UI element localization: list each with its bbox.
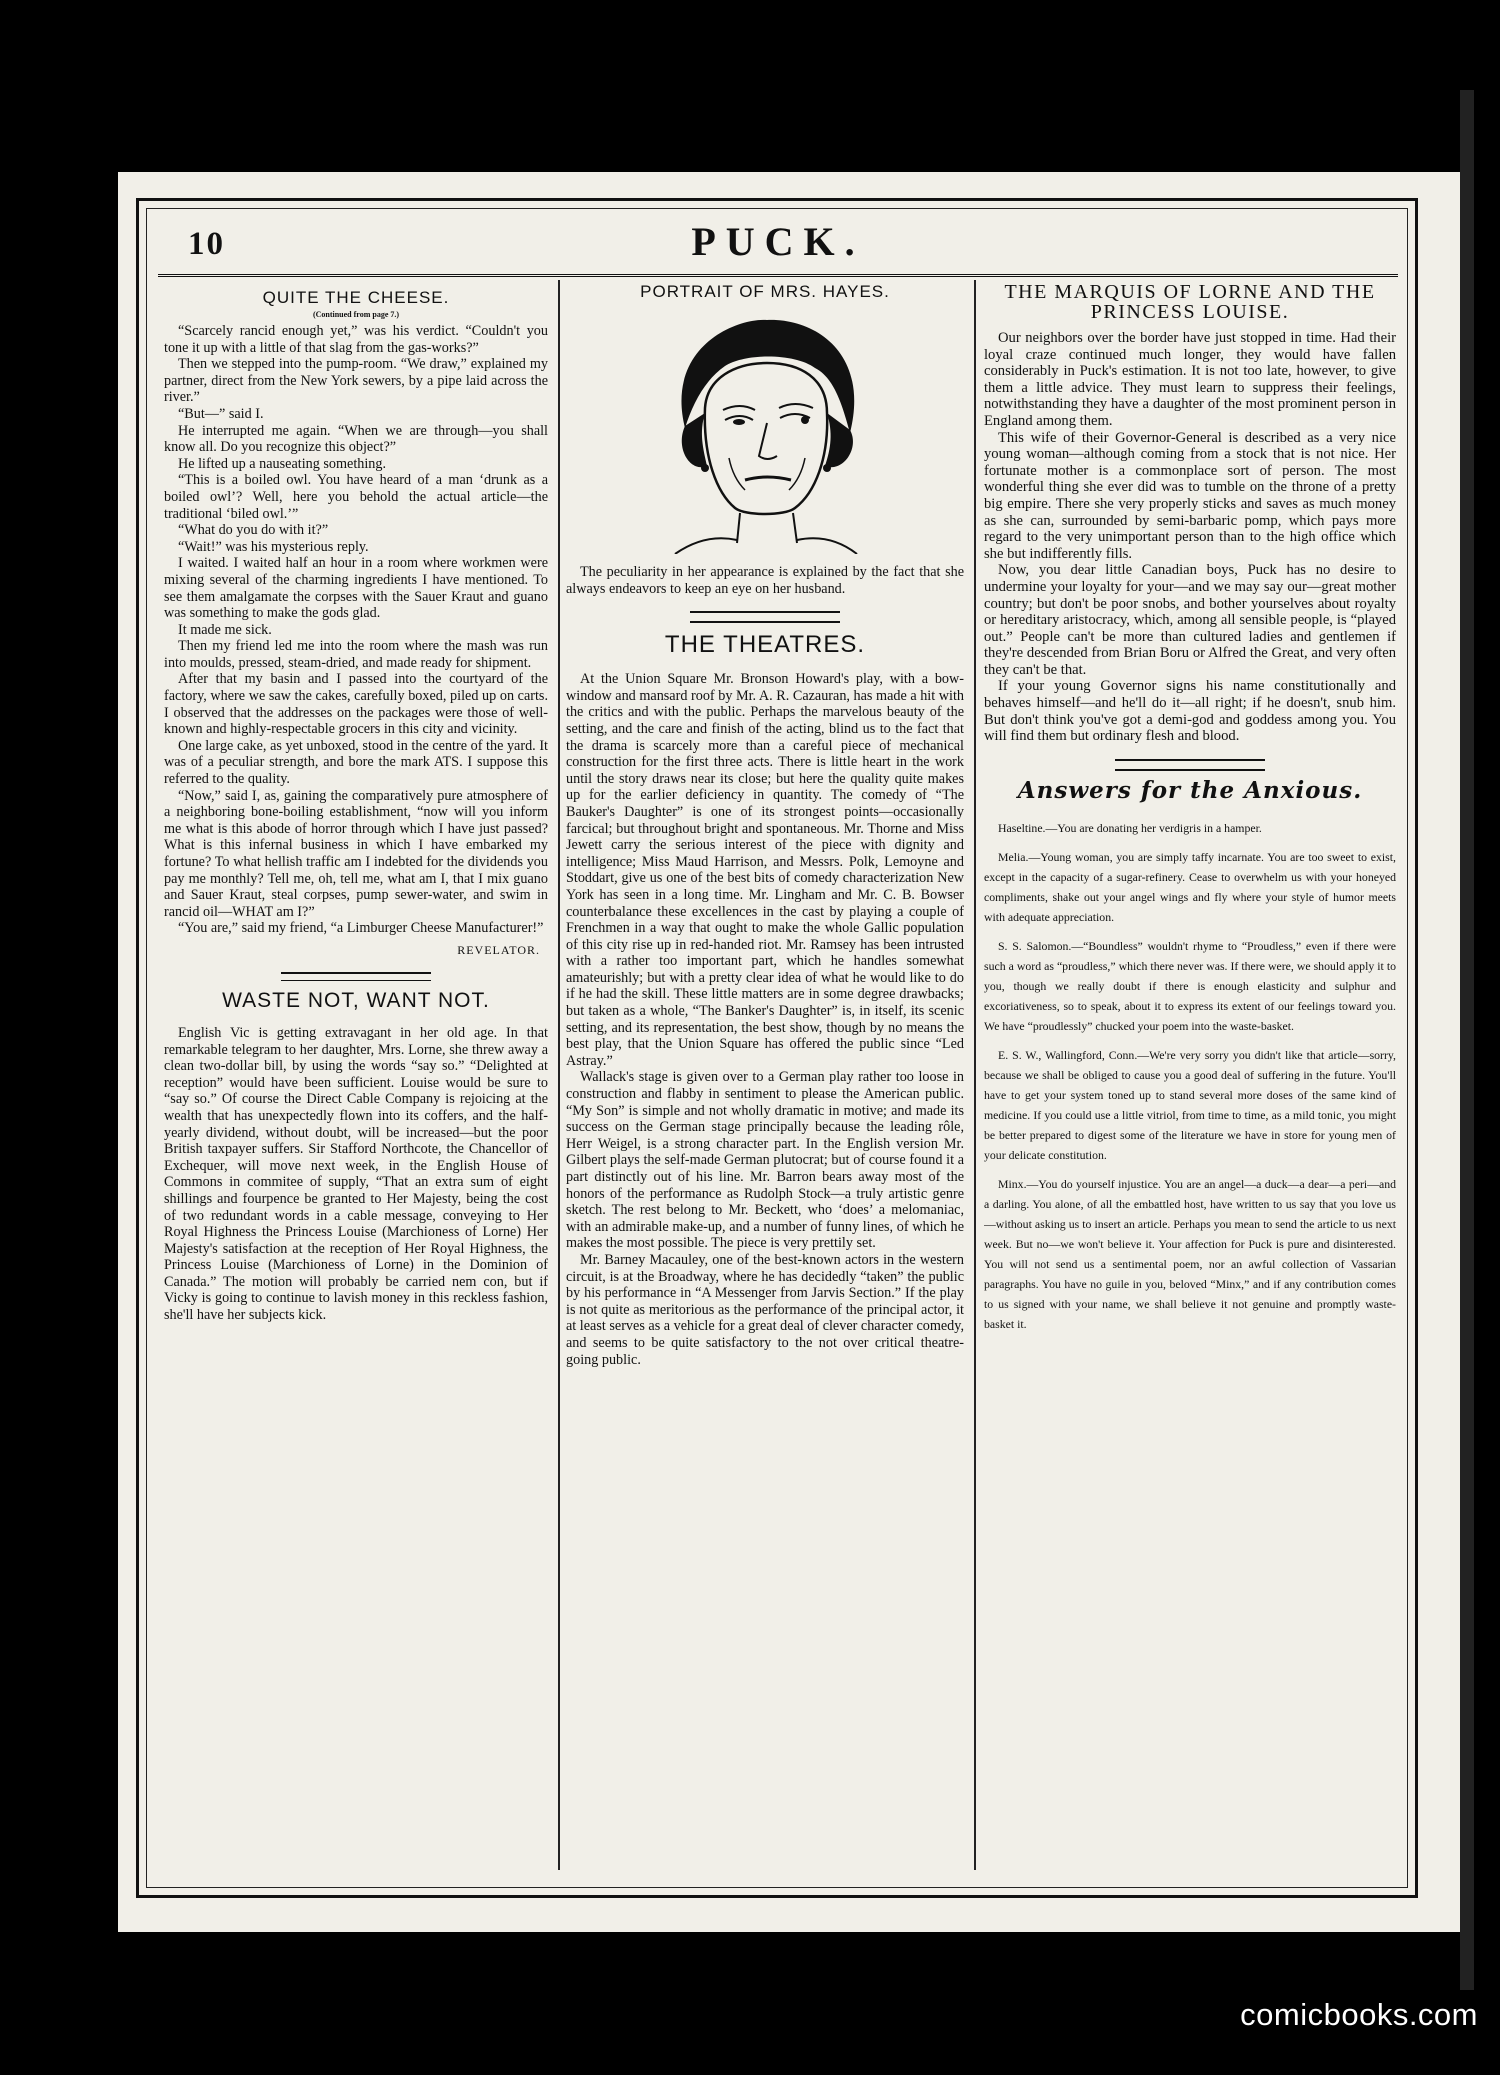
paragraph: “Wait!” was his mysterious reply. bbox=[178, 538, 369, 555]
paragraph: Wallack's stage is given over to a German play rather too loose in construction and flabby in sentiment to please the American public. “My Son” is simple and not wholly dramatic in motive; and made its success on the German stage principally because the leading rôle, Herr Weigel, is a strong character part. In the English version Mr. Gilbert plays the self-made German plutocrat; but of course found it a part distinctly out of his line. Mr. Barron bears away most of the honors of the performance as Rudolph Stock—a truly artistic genre sketch. The rest belong to Mr. Beckett, who ‘does’ a melomaniac, with an admirable make-up, and a number of funny lines, of which he makes the most possible. The piece is very prettily set. bbox=[566, 1069, 964, 1252]
paragraph: Then we stepped into the pump-room. “We draw,” explained my partner, direct from the New York sewers, by a pipe laid across the river.” bbox=[164, 356, 548, 406]
page-number: 10 bbox=[188, 226, 225, 262]
article-title: WASTE NOT, WANT NOT. bbox=[222, 988, 490, 1012]
signature: REVELATOR. bbox=[457, 942, 540, 957]
paragraph: He interrupted me again. “When we are through—you shall know all. Do you recognize this object?” bbox=[164, 422, 548, 456]
paragraph: “But—” said I. bbox=[178, 405, 264, 422]
paragraph: I waited. I waited half an hour in a room where workmen were mixing several of the charming ingredients I have mentioned. To see them amalgamate the corpses with the Sauer Kraut and guano was something to make the gods glad. bbox=[164, 555, 548, 622]
paragraph: “What do you do with it?” bbox=[178, 522, 329, 539]
answer-item: Minx.—You do yourself injustice. You are an angel—a duck—a dear—a peri—and a darling. You alone, of all the embattled host, have written to us say that you love us—without asking us to insert an article. Perhaps you mean to send the article to us next week. But no—we won't believe it. Your affection for Puck is pure and disinterested. You will not send us a sentimental poem, nor an awful collection of Vassarian paragraphs. You have no guile in you, beloved “Minx,” and if any contribution comes to us signed with your name, we shall believe it not genuine and promptly waste-basket it. bbox=[984, 1176, 1396, 1331]
answer-item: Melia.—Young woman, you are simply taffy incarnate. You are too sweet to exist, except in the capacity of a sugar-refinery. Cease to overwhelm us with your honeyed compliments, shake out your angel wings and fly where your style of humor meets with adequate appreciation. bbox=[984, 849, 1396, 924]
column-middle bbox=[566, 280, 964, 1870]
paragraph: Now, you dear little Canadian boys, Puck has no desire to undermine your loyalty for your—and we may say our—great mother country; but don't be poor snobs, and bother yourselves about royalty or hereditary aristocracy, which, among all sensible people, is “played out.” People can't be more than cultured ladies and gentlemen if they're descended from Brian Boru or Alfred the Great, and very often they can't be that. bbox=[984, 562, 1396, 678]
article-title: Answers for the Anxious. bbox=[1017, 776, 1363, 804]
paragraph: It made me sick. bbox=[178, 621, 272, 638]
article-title: THE MARQUIS OF LORNE AND THE PRINCESS LOUISE. bbox=[1004, 281, 1376, 323]
answer-item: Haseltine.—You are donating her verdigris in a hamper. bbox=[998, 820, 1262, 835]
answer-item: E. S. W., Wallingford, Conn.—We're very sorry you didn't like that article—sorry, because we shall be obliged to cause you a good deal of suffering in the future. You'll have to get your system toned up to stand several more doses of the same kind of medicine. If you could use a little vitriol, from time to time, as a mild tonic, you might be better prepared to digest some of the literature we have in store for young men of your delicate constitution. bbox=[984, 1047, 1396, 1162]
paragraph: Mr. Barney Macauley, one of the best-known actors in the western circuit, is at the Broadway, where he has decidedly “taken” the public by his performance in “A Messenger from Jarvis Section.” If the play is not quite as meritorious as the performance of the principal actor, it at least serves as a vehicle for a great deal of clever character comedy, and seems to be quite satisfactory to the not over critical theatre-going public. bbox=[566, 1251, 964, 1368]
column-rule bbox=[974, 280, 976, 1870]
paragraph: “This is a boiled owl. You have heard of a man ‘drunk as a boiled owl’? Well, here you behold the actual article—the traditional ‘biled owl.’” bbox=[164, 472, 548, 522]
paragraph: “You are,” said my friend, “a Limburger Cheese Manufacturer!” bbox=[178, 920, 544, 937]
magazine-page bbox=[118, 172, 1460, 1932]
paragraph: “Now,” said I, as, gaining the comparatively pure atmosphere of a neighboring bone-boiling establishment, “now will you inform me what is this abode of horror through which I have just passed? What is this infernal business in which I have embarked my fortune? To what hellish traffic am I indebted for the dividends you pay me monthly? Tell me, oh, tell me, what am I, that I mix guano and Sauer Kraut, steal corpses, pump sewer-water, and swim in rancid oil—WHAT am I?” bbox=[164, 787, 548, 920]
article-title: THE THEATRES. bbox=[664, 631, 866, 659]
paragraph: Our neighbors over the border have just stopped in time. Had their loyal craze continued much longer, they would have fallen considerably in Puck's estimation. It is not too late, however, to give them a little advice. They must learn to suppress their feelings, notwithstanding they have a daughter of the most prominent person in England among them. bbox=[984, 330, 1396, 429]
section-divider bbox=[690, 611, 840, 623]
paragraph: One large cake, as yet unboxed, stood in the centre of the yard. It was of a peculiar strength, and bore the mark ATS. I suppose this referred to the quality. bbox=[164, 737, 548, 788]
paragraph: He lifted up a nauseating something. bbox=[178, 455, 387, 472]
book-spine bbox=[1460, 90, 1474, 1990]
page-header bbox=[158, 212, 1398, 277]
continued-note: (Continued from page 7.) bbox=[312, 310, 400, 319]
paragraph: At the Union Square Mr. Bronson Howard's play, with a bow-window and mansard roof by Mr. A. R. Cazauran, has made a hit with the critics and with the public. Perhaps the marvelous beauty of the setting, and the care and finish of the acting, blind us to the fact that the drama is scarcely more than a careful piece of mechanical construction for the first three acts. There is little heart in the work until the story draws near its close; but here the quality quite makes up for the earlier deficiency in quantity. The comedy of “The Bauker's Daughter” is one of its strongest points—occasionally farcical; but throughout bright and spontaneous. Mr. Thorne and Miss Jewett carry the serious interest of the piece with dignity and intelligence; Miss Maud Harrison, and Messrs. Polk, Lemoyne and Stoddart, give us one of the best bits of comedy characterization New York has seen in a long time. Mr. Lingham and Mr. C. B. Bowser counterbalance these excellences in the cast by playing a couple of Frenchmen in a way that ought to make the whole Gallic population of this city rise up in red-handed riot. Mr. Ramsey has been intrusted with a rather too important part, which he handles somewhat amateurishly; but with a pretty clear idea of what he would like to do if he had the skill. These little matters are in some degree drawbacks; but taken as a whole, “The Banker's Daughter” is, in itself, its scenic setting, and its representation, the best show, though by no means the best play, that the Union Square has offered the public since “Led Astray.” bbox=[566, 671, 964, 1069]
section-divider bbox=[1115, 759, 1265, 771]
paragraph: After that my basin and I passed into the courtyard of the factory, where we saw the cakes, carefully boxed, piled up on carts. I observed that the addresses on the packages were those of well-known and highly-respectable grocers in this city and vicinity. bbox=[164, 671, 548, 738]
paragraph: Then my friend led me into the room where the mash was run into moulds, pressed, steam-dried, and made ready for shipment. bbox=[164, 638, 548, 671]
paragraph: “Scarcely rancid enough yet,” was his verdict. “Couldn't you tone it up with a little of that slag from the gas-works?” bbox=[164, 323, 548, 356]
column-right bbox=[984, 280, 1396, 1870]
portrait-illustration bbox=[645, 308, 885, 554]
answer-item: S. S. Salomon.—“Boundless” wouldn't rhyme to “Proudless,” even if there were such a word as “proudless,” which there never was. If there were, we should apply it to you, though we really doubt if there is enough elasticity and sulphur and excoriativeness, so to speak, about it to express its extent of our feelings toward you. We have “proudlessly” chucked your poem into the waste-basket. bbox=[984, 938, 1396, 1033]
answers-list bbox=[984, 818, 1396, 1334]
portrait-caption: The peculiarity in her appearance is explained by the fact that she always endeavors to keep an eye on her husband. bbox=[566, 564, 964, 597]
column-rule bbox=[558, 280, 560, 1870]
masthead: PUCK. bbox=[691, 219, 865, 264]
paragraph: This wife of their Governor-General is described as a very nice young woman—although coming from a stock that is not nice. Her fortunate mother is a commonplace sort of person. The most wonderful thing she ever did was to tumble on the throne of a pretty big empire. There she very properly sticks and saves as much money as she can, surrounded by semi-barbaric pomp, which pays more regard to the very unimportant person than to the high office which she but indifferently fills. bbox=[984, 429, 1396, 562]
article-title: QUITE THE CHEESE. bbox=[262, 288, 450, 307]
article-title: PORTRAIT OF MRS. HAYES. bbox=[640, 282, 890, 301]
column-left bbox=[164, 280, 548, 1870]
section-divider bbox=[281, 972, 431, 981]
watermark: comicbooks.com bbox=[1240, 1997, 1478, 2032]
paragraph: If your young Governor signs his name constitutionally and behaves himself—and he'll do it—all right; if he doesn't, snub him. But don't think you've got a demi-god and goddess among you. You will find them but ordinary flesh and blood. bbox=[984, 678, 1396, 745]
paragraph: English Vic is getting extravagant in her old age. In that remarkable telegram to her daughter, Mrs. Lorne, she threw away a clean two-dollar bill, by using the words “say so.” “Delighted at reception” would have been sufficient. Louise would be sure to “say so.” Of course the Direct Cable Company is rejoicing at the wealth that has unexpectedly flown into its coffers, and the half-yearly dividend, without doubt, will be increased—but the poor British taxpayer suffers. Sir Stafford Northcote, the Chancellor of Exchequer, will move next week, in the English House of Commons in commitee of supply, “That an extra sum of eight shillings and fourpence be granted to Her Majesty, being the cost of two redundant words in a cable message, conveying to Her Royal Highness the Princess Louise (Marchioness of Lorne) Her Majesty's satisfaction at the reception of Her Royal Highness, the Princess Louise (Marchioness of Lorne) in the Dominion of Canada.” The motion will probably be carried nem con, but if Vicky is going to continue to lavish money in this reckless fashion, she'll have her subjects kick. bbox=[164, 1024, 548, 1324]
